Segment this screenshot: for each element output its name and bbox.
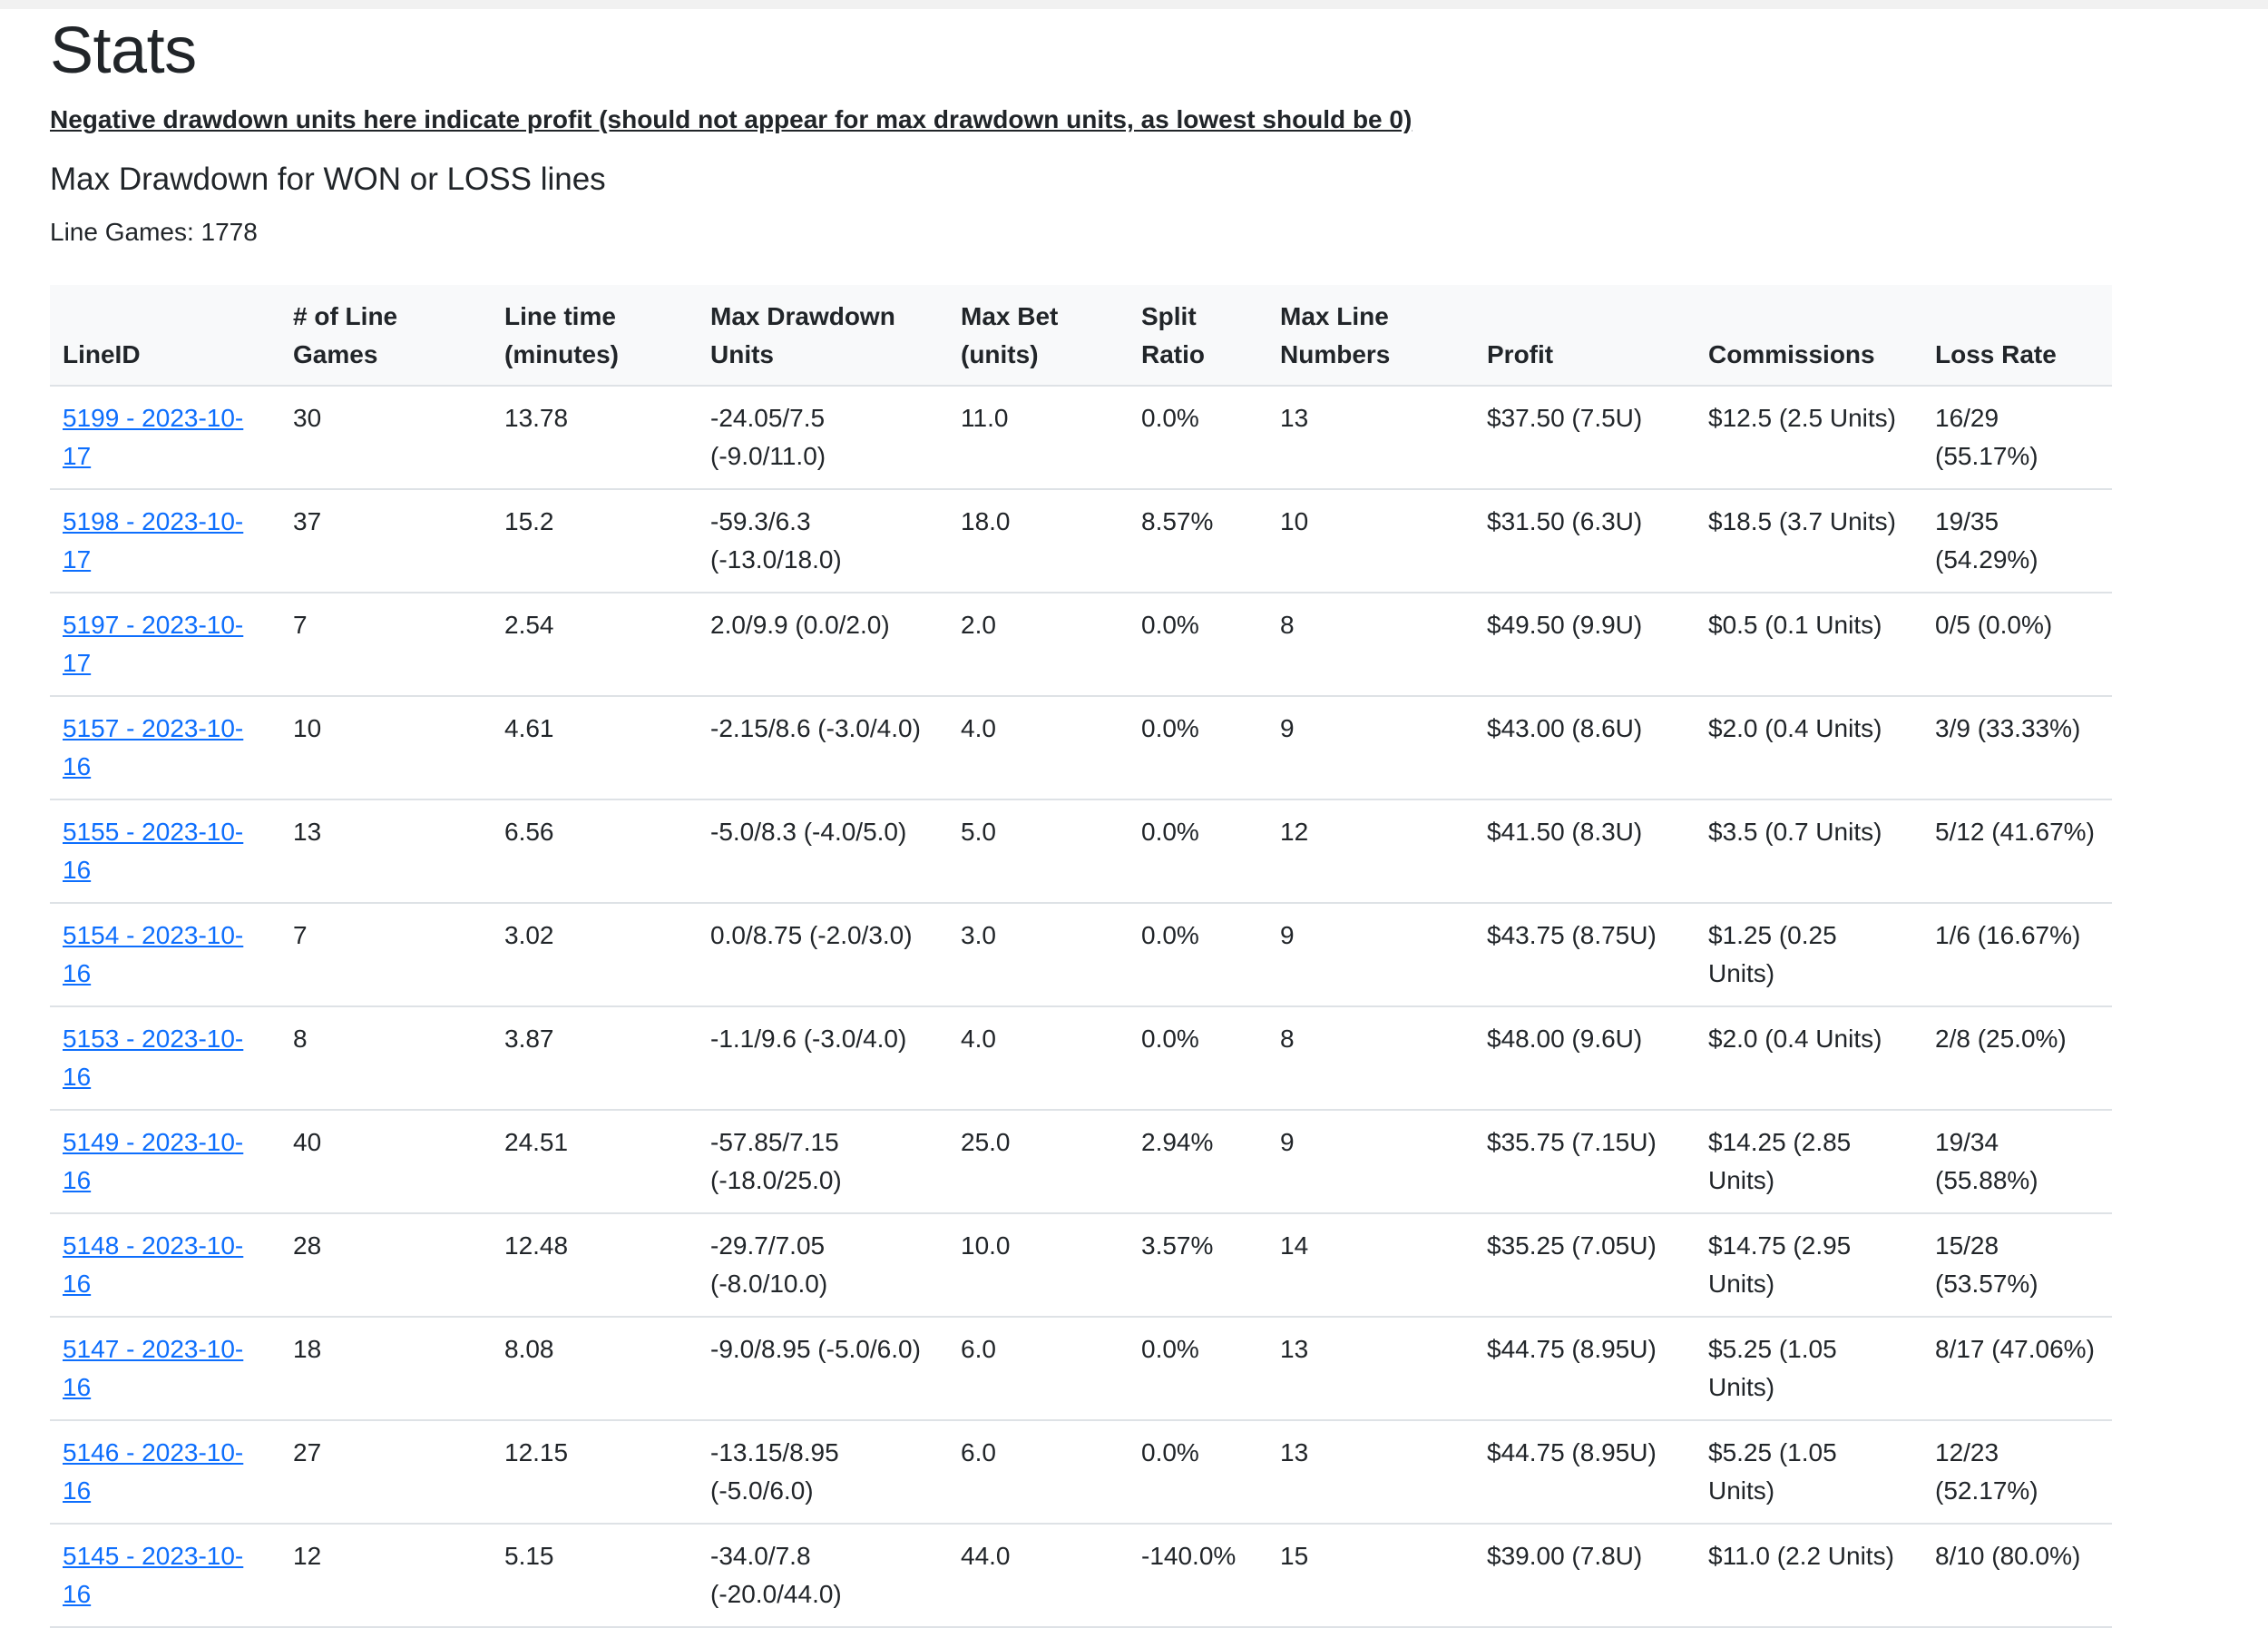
split-ratio-cell: 8.57% <box>1129 489 1267 593</box>
max-drawdown-cell: 0.0/8.75 (-2.0/3.0) <box>698 903 948 1006</box>
table-row <box>50 903 2112 1006</box>
loss-rate-cell: 16/29 (55.17%) <box>1922 386 2112 489</box>
split-ratio-cell: -140.0% <box>1129 1524 1267 1627</box>
table-row <box>50 593 2112 696</box>
split-ratio-cell: 3.57% <box>1129 1213 1267 1317</box>
line-games-cell: 28 <box>280 1213 492 1317</box>
max-line-numbers-cell: 15 <box>1267 1524 1474 1627</box>
profit-cell: $35.25 (7.05U) <box>1474 1213 1696 1317</box>
commissions-cell: $2.0 (0.4 Units) <box>1696 696 1922 799</box>
loss-rate-cell: 19/34 (55.88%) <box>1922 1110 2112 1213</box>
line-id-link[interactable]: 5157 - 2023-10-16 <box>63 714 244 780</box>
max-line-numbers-cell: 8 <box>1267 1006 1474 1110</box>
header-split-ratio: Split Ratio <box>1129 285 1267 386</box>
line-time-cell: 4.61 <box>492 696 698 799</box>
header-max-bet: Max Bet (units) <box>948 285 1129 386</box>
line-games-cell: 27 <box>280 1420 492 1524</box>
profit-cell: $39.00 (7.8U) <box>1474 1524 1696 1627</box>
line-id-link[interactable]: 5198 - 2023-10-17 <box>63 507 244 574</box>
commissions-cell: $5.25 (1.05 Units) <box>1696 1317 1922 1420</box>
line-time-cell: 6.56 <box>492 799 698 903</box>
max-line-numbers-cell: 10 <box>1267 489 1474 593</box>
header-line-time: Line time (minutes) <box>492 285 698 386</box>
max-drawdown-cell: -34.0/7.8 (-20.0/44.0) <box>698 1524 948 1627</box>
loss-rate-cell: 12/23 (52.17%) <box>1922 1420 2112 1524</box>
profit-cell: $31.50 (6.3U) <box>1474 489 1696 593</box>
header-loss-rate: Loss Rate <box>1922 285 2112 386</box>
table-row <box>50 1213 2112 1317</box>
max-line-numbers-cell: 14 <box>1267 1213 1474 1317</box>
header-profit: Profit <box>1474 285 1696 386</box>
line-id-link[interactable]: 5154 - 2023-10-16 <box>63 921 244 987</box>
max-drawdown-cell: -5.0/8.3 (-4.0/5.0) <box>698 799 948 903</box>
table-row <box>50 1524 2112 1627</box>
line-games-cell: 40 <box>280 1110 492 1213</box>
max-bet-cell: 11.0 <box>948 386 1129 489</box>
max-bet-cell: 4.0 <box>948 1006 1129 1110</box>
line-time-cell: 3.02 <box>492 903 698 1006</box>
commissions-cell: $14.75 (2.95 Units) <box>1696 1213 1922 1317</box>
max-bet-cell: 25.0 <box>948 1110 1129 1213</box>
profit-cell: $44.75 (8.95U) <box>1474 1420 1696 1524</box>
line-games-cell: 7 <box>280 903 492 1006</box>
header-max-drawdown: Max Drawdown Units <box>698 285 948 386</box>
table-row <box>50 1420 2112 1524</box>
profit-cell: $48.00 (9.6U) <box>1474 1006 1696 1110</box>
max-bet-cell: 4.0 <box>948 696 1129 799</box>
table-header-row <box>50 285 2112 386</box>
max-drawdown-cell: -2.15/8.6 (-3.0/4.0) <box>698 696 948 799</box>
line-time-cell: 5.15 <box>492 1524 698 1627</box>
max-bet-cell: 6.0 <box>948 1317 1129 1420</box>
line-games-cell: 37 <box>280 489 492 593</box>
line-time-cell: 3.87 <box>492 1006 698 1110</box>
commissions-cell: $5.25 (1.05 Units) <box>1696 1420 1922 1524</box>
table-row <box>50 1110 2112 1213</box>
max-line-numbers-cell: 13 <box>1267 1317 1474 1420</box>
split-ratio-cell: 0.0% <box>1129 1317 1267 1420</box>
max-line-numbers-cell: 9 <box>1267 1110 1474 1213</box>
max-bet-cell: 10.0 <box>948 1213 1129 1317</box>
header-commissions: Commissions <box>1696 285 1922 386</box>
table-row <box>50 489 2112 593</box>
split-ratio-cell: 0.0% <box>1129 1006 1267 1110</box>
split-ratio-cell: 0.0% <box>1129 593 1267 696</box>
line-id-link[interactable]: 5155 - 2023-10-16 <box>63 818 244 884</box>
stats-page <box>50 9 2227 1628</box>
line-games-cell: 12 <box>280 1524 492 1627</box>
profit-cell: $43.75 (8.75U) <box>1474 903 1696 1006</box>
line-time-cell: 12.48 <box>492 1213 698 1317</box>
max-drawdown-cell: -9.0/8.95 (-5.0/6.0) <box>698 1317 948 1420</box>
line-games-cell: 13 <box>280 799 492 903</box>
stats-table <box>50 285 2112 1628</box>
max-line-numbers-cell: 9 <box>1267 903 1474 1006</box>
max-drawdown-cell: -13.15/8.95 (-5.0/6.0) <box>698 1420 948 1524</box>
commissions-cell: $11.0 (2.2 Units) <box>1696 1524 1922 1627</box>
split-ratio-cell: 0.0% <box>1129 696 1267 799</box>
max-line-numbers-cell: 12 <box>1267 799 1474 903</box>
profit-cell: $49.50 (9.9U) <box>1474 593 1696 696</box>
line-games-cell: 8 <box>280 1006 492 1110</box>
line-time-cell: 24.51 <box>492 1110 698 1213</box>
line-time-cell: 2.54 <box>492 593 698 696</box>
split-ratio-cell: 0.0% <box>1129 1420 1267 1524</box>
line-id-link[interactable]: 5145 - 2023-10-16 <box>63 1542 244 1608</box>
profit-cell: $37.50 (7.5U) <box>1474 386 1696 489</box>
table-row <box>50 1317 2112 1420</box>
profit-cell: $44.75 (8.95U) <box>1474 1317 1696 1420</box>
header-max-line-numbers: Max Line Numbers <box>1267 285 1474 386</box>
line-id-link[interactable]: 5197 - 2023-10-17 <box>63 611 244 677</box>
header-line-games: # of Line Games <box>280 285 492 386</box>
line-id-link[interactable]: 5153 - 2023-10-16 <box>63 1025 244 1091</box>
max-drawdown-cell: -1.1/9.6 (-3.0/4.0) <box>698 1006 948 1110</box>
header-line-id: LineID <box>50 285 280 386</box>
line-games-cell: 30 <box>280 386 492 489</box>
drawdown-note: Negative drawdown units here indicate profit (should not appear for max drawdown units, as lowest should be 0) <box>50 105 1413 133</box>
max-line-numbers-cell: 13 <box>1267 1420 1474 1524</box>
profit-cell: $43.00 (8.6U) <box>1474 696 1696 799</box>
line-time-cell: 8.08 <box>492 1317 698 1420</box>
line-games-cell: 7 <box>280 593 492 696</box>
table-row <box>50 1006 2112 1110</box>
max-bet-cell: 6.0 <box>948 1420 1129 1524</box>
loss-rate-cell: 8/17 (47.06%) <box>1922 1317 2112 1420</box>
profit-cell: $35.75 (7.15U) <box>1474 1110 1696 1213</box>
table-row <box>50 386 2112 489</box>
split-ratio-cell: 0.0% <box>1129 386 1267 489</box>
line-games-cell: 18 <box>280 1317 492 1420</box>
commissions-cell: $1.25 (0.25 Units) <box>1696 903 1922 1006</box>
line-id-link[interactable]: 5149 - 2023-10-16 <box>63 1128 244 1194</box>
loss-rate-cell: 19/35 (54.29%) <box>1922 489 2112 593</box>
max-bet-cell: 44.0 <box>948 1524 1129 1627</box>
line-id-link[interactable]: 5148 - 2023-10-16 <box>63 1231 244 1298</box>
split-ratio-cell: 2.94% <box>1129 1110 1267 1213</box>
commissions-cell: $0.5 (0.1 Units) <box>1696 593 1922 696</box>
max-drawdown-cell: -59.3/6.3 (-13.0/18.0) <box>698 489 948 593</box>
commissions-cell: $14.25 (2.85 Units) <box>1696 1110 1922 1213</box>
line-time-cell: 12.15 <box>492 1420 698 1524</box>
max-bet-cell: 3.0 <box>948 903 1129 1006</box>
top-scroll-edge <box>0 0 2268 9</box>
line-id-link[interactable]: 5199 - 2023-10-17 <box>63 404 244 470</box>
table-row <box>50 696 2112 799</box>
max-drawdown-cell: 2.0/9.9 (0.0/2.0) <box>698 593 948 696</box>
page-title: Stats <box>50 15 197 87</box>
max-drawdown-cell: -29.7/7.05 (-8.0/10.0) <box>698 1213 948 1317</box>
commissions-cell: $2.0 (0.4 Units) <box>1696 1006 1922 1110</box>
split-ratio-cell: 0.0% <box>1129 903 1267 1006</box>
loss-rate-cell: 5/12 (41.67%) <box>1922 799 2112 903</box>
max-line-numbers-cell: 9 <box>1267 696 1474 799</box>
loss-rate-cell: 2/8 (25.0%) <box>1922 1006 2112 1110</box>
max-bet-cell: 2.0 <box>948 593 1129 696</box>
loss-rate-cell: 1/6 (16.67%) <box>1922 903 2112 1006</box>
max-line-numbers-cell: 13 <box>1267 386 1474 489</box>
line-time-cell: 13.78 <box>492 386 698 489</box>
loss-rate-cell: 15/28 (53.57%) <box>1922 1213 2112 1317</box>
line-games-cell: 10 <box>280 696 492 799</box>
max-line-numbers-cell: 8 <box>1267 593 1474 696</box>
section-subtitle: Max Drawdown for WON or LOSS lines <box>50 162 606 197</box>
max-drawdown-cell: -24.05/7.5 (-9.0/11.0) <box>698 386 948 489</box>
max-bet-cell: 5.0 <box>948 799 1129 903</box>
max-bet-cell: 18.0 <box>948 489 1129 593</box>
loss-rate-cell: 3/9 (33.33%) <box>1922 696 2112 799</box>
line-time-cell: 15.2 <box>492 489 698 593</box>
split-ratio-cell: 0.0% <box>1129 799 1267 903</box>
loss-rate-cell: 8/10 (80.0%) <box>1922 1524 2112 1627</box>
commissions-cell: $18.5 (3.7 Units) <box>1696 489 1922 593</box>
commissions-cell: $3.5 (0.7 Units) <box>1696 799 1922 903</box>
line-games-count: Line Games: 1778 <box>50 218 258 246</box>
commissions-cell: $12.5 (2.5 Units) <box>1696 386 1922 489</box>
profit-cell: $41.50 (8.3U) <box>1474 799 1696 903</box>
line-id-link[interactable]: 5147 - 2023-10-16 <box>63 1335 244 1401</box>
table-row <box>50 799 2112 903</box>
max-drawdown-cell: -57.85/7.15 (-18.0/25.0) <box>698 1110 948 1213</box>
line-id-link[interactable]: 5146 - 2023-10-16 <box>63 1438 244 1505</box>
loss-rate-cell: 0/5 (0.0%) <box>1922 593 2112 696</box>
